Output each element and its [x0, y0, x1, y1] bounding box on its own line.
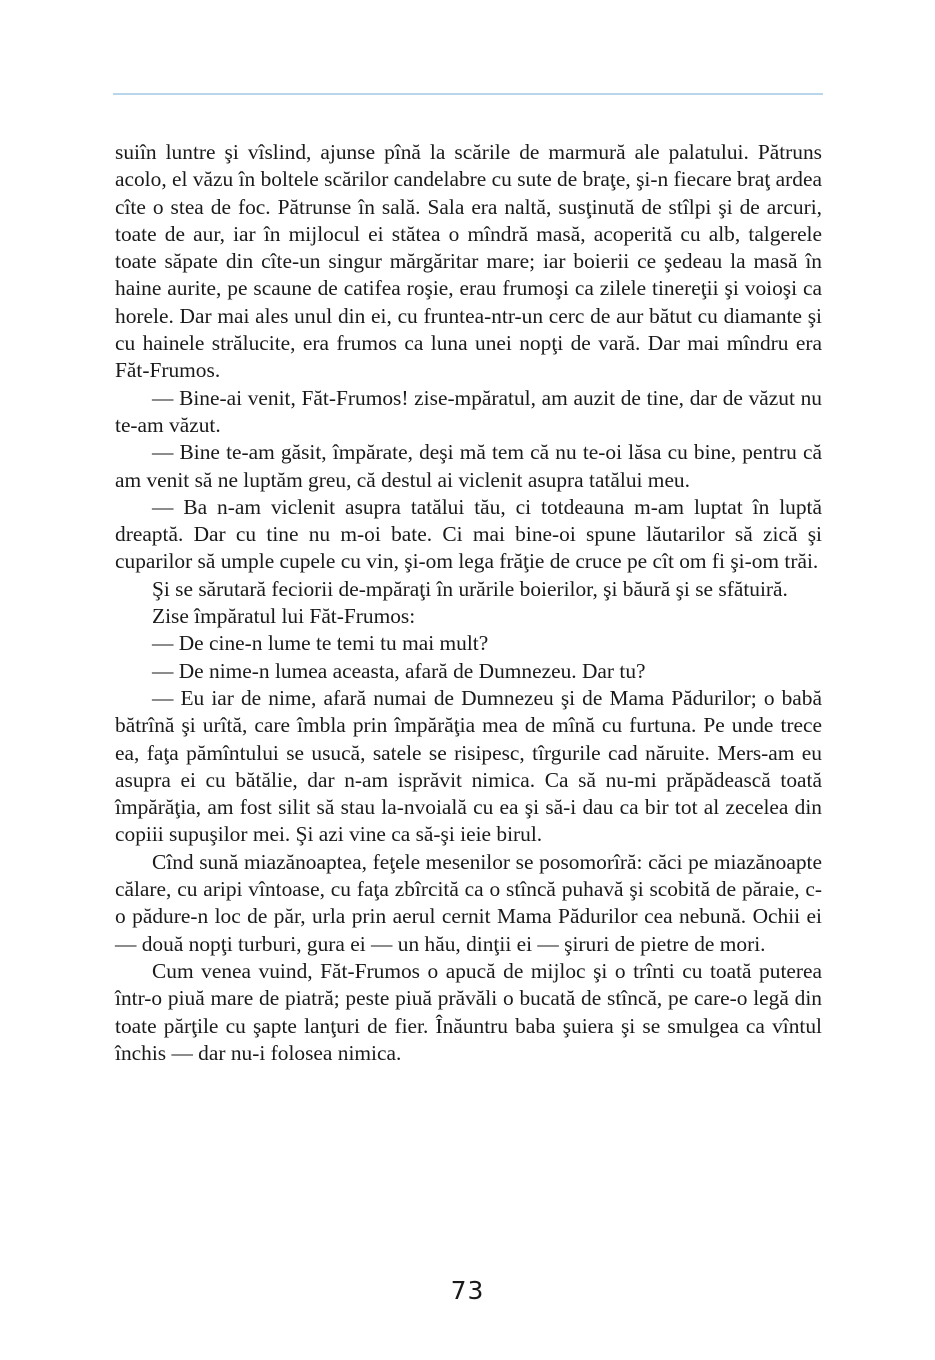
paragraph: — De nime-n lumea aceasta, afară de Dumnezeu. Dar tu? — [152, 658, 646, 683]
paragraph: — Bine-ai venit, Făt-Frumos! zise-mpăratul, am auzit de tine, dar de văzut nu te-am văzut. — [115, 385, 822, 437]
paragraph: — Eu iar de nime, afară numai de Dumnezeu şi de Mama Pădurilor; o babă bătrînă şi urîtă, care îmbla prin împărăţia mea de mînă cu furtuna. Pe unde trece ea, faţa pămîntului se usucă, satele se risipesc, tîrgurile cad năruite. Mers-am eu asupra ei cu bătălie, dar n-am isprăvit nimica. Ca să nu-mi prăpădească toată împărăţia, am fost silit să stau la-nvoială cu ea şi să-i dau ca bir tot al zecelea din copiii supuşilor mei. Şi azi vine ca să-şi ieie birul. — [115, 685, 822, 847]
header-rule — [113, 93, 823, 95]
paragraph: Cum venea vuind, Făt-Frumos o apucă de mijloc şi o trînti cu toată puterea într-o piuă mare de piatră; peste piuă prăvăli o bucată de stîncă, pe care-o legă din toate părţile cu şapte lanţuri de fier. Înăuntru baba şuiera şi se smulgea ca vîntul închis — dar nu-i folosea nimica. — [115, 958, 822, 1065]
paragraph: — De cine-n lume te temi tu mai mult? — [152, 631, 489, 656]
paragraph: — Ba n-am viclenit asupra tatălui tău, ci totdeauna m-am luptat în luptă dreaptă. Dar cu tine nu m-oi bate. Ci mai bine-oi spune lăutarilor să zică şi cuparilor să umple cupele cu vin, şi-om lega frăţie de cruce pe cît om fi şi-om trăi. — [115, 494, 822, 574]
paragraph: Cînd sună miazănoaptea, feţele mesenilor se posomorîră: căci pe miazănoapte călare, cu aripi vîntoase, cu faţa zbîrcită ca o stîncă puhavă şi scobită de păraie, c-o pădure-n loc de păr, urla prin aerul cernit Mama Pădurilor cea nebună. Ochii ei — două nopţi turburi, gura ei — un hău, dinţii ei — şiruri de pietre de mori. — [115, 849, 822, 956]
book-page-text — [115, 139, 822, 1067]
paragraph: suiîn luntre şi vîslind, ajunse pînă la scările de marmură ale palatului. Pătruns acolo, el văzu în boltele scărilor candelabre cu sute de braţe, şi-n fiecare braţ ardea cîte o stea de foc. Pătrunse în sală. Sala era naltă, susţinută de stîlpi şi de arcuri, toate de aur, iar în mijlocul ei stătea o mîndră masă, acoperită cu alb, talgerele toate săpate din cîte-un singur mărgăritar mare; iar boierii ce şedeau la masă în haine aurite, pe scaune de catifea roşie, erau frumoşi ca zilele tinereţii şi voioşi ca horele. Dar mai ales unul din ei, cu fruntea-ntr-un cerc de aur bătut cu diamante şi cu hainele strălucite, era frumos ca luna unei nopţi de vară. Dar mai mîndru era Făt-Frumos. — [115, 140, 822, 383]
page-number: 73 — [450, 1276, 485, 1305]
paragraph: Zise împăratul lui Făt-Frumos: — [152, 604, 416, 629]
paragraph: Şi se sărutară feciorii de-mpăraţi în urările boierilor, şi băură şi se sfătuiră. — [152, 576, 788, 601]
paragraph: — Bine te-am găsit, împărate, deşi mă tem că nu te-oi lăsa cu bine, pentru că am venit să ne luptăm greu, că destul ai viclenit asupra tatălui meu. — [115, 440, 822, 492]
